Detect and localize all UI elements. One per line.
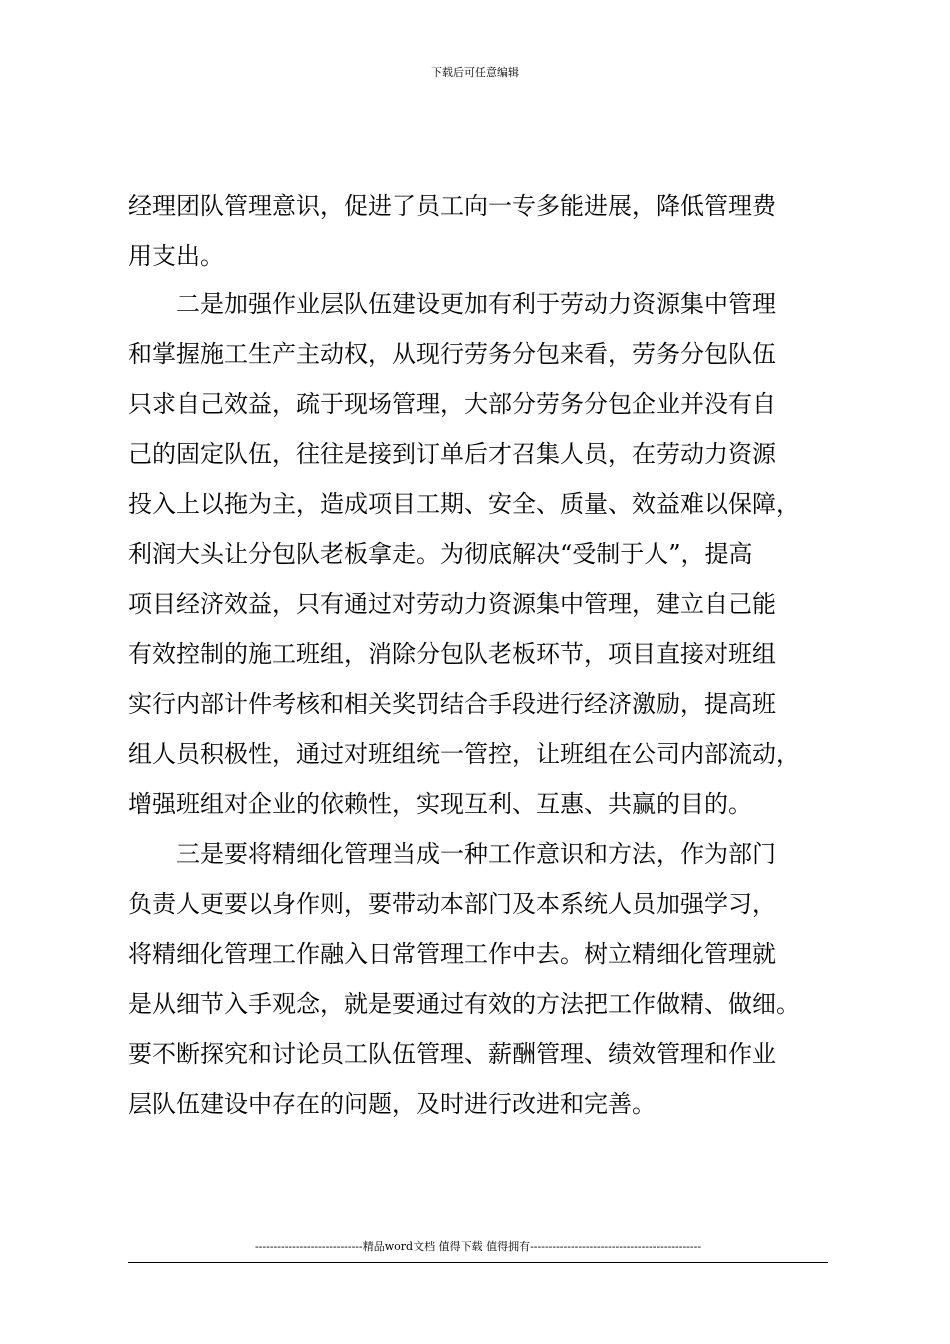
text-line: 层队伍建设中存在的问题，及时进行改进和完善。 — [128, 1090, 656, 1118]
text-line: 己的固定队伍，往往是接到订单后才召集人员，在劳动力资源 — [128, 440, 776, 468]
text-line: 利润大头让分包队老板拿走。为彻底解决“受制于人”，提高 — [128, 540, 753, 568]
text-line: 投入上以拖为主，造成项目工期、安全、质量、效益难以保障， — [128, 490, 800, 518]
text-line: 要不断探究和讨论员工队伍管理、薪酬管理、绩效管理和作业 — [128, 1040, 776, 1068]
paragraph-start-line: 二是加强作业层队伍建设更加有利于劳动力资源集中管理 — [176, 290, 776, 318]
text-line: 用支出。 — [128, 242, 224, 270]
text-line: 和掌握施工生产主动权，从现行劳务分包来看，劳务分包队伍 — [128, 340, 776, 368]
page-footer-text: -----------------------------精品word文档 值得下载 值得拥有---------------------------------------------- — [254, 1240, 702, 1253]
paragraph-start-line: 三是要将精细化管理当成一种工作意识和方法，作为部门 — [176, 840, 776, 868]
text-line: 只求自己效益，疏于现场管理，大部分劳务分包企业并没有自 — [128, 390, 776, 418]
text-line: 有效控制的施工班组，消除分包队老板环节，项目直接对班组 — [128, 640, 776, 668]
text-line: 组人员积极性，通过对班组统一管控，让班组在公司内部流动， — [128, 740, 800, 768]
page-header: 下载后可任意编辑 — [431, 66, 519, 79]
text-line: 经理团队管理意识，促进了员工向一专多能进展，降低管理费 — [128, 192, 776, 220]
text-line: 实行内部计件考核和相关奖罚结合手段进行经济激励，提高班 — [128, 690, 776, 718]
text-line: 增强班组对企业的依赖性，实现互利、互惠、共赢的目的。 — [128, 790, 752, 818]
text-line: 项目经济效益，只有通过对劳动力资源集中管理，建立自己能 — [128, 590, 776, 618]
footer-divider — [128, 1262, 828, 1263]
text-line: 负责人更要以身作则，要带动本部门及本系统人员加强学习， — [128, 890, 776, 918]
text-line: 是从细节入手观念，就是要通过有效的方法把工作做精、做细。 — [128, 990, 800, 1018]
text-line: 将精细化管理工作融入日常管理工作中去。树立精细化管理就 — [128, 940, 776, 968]
